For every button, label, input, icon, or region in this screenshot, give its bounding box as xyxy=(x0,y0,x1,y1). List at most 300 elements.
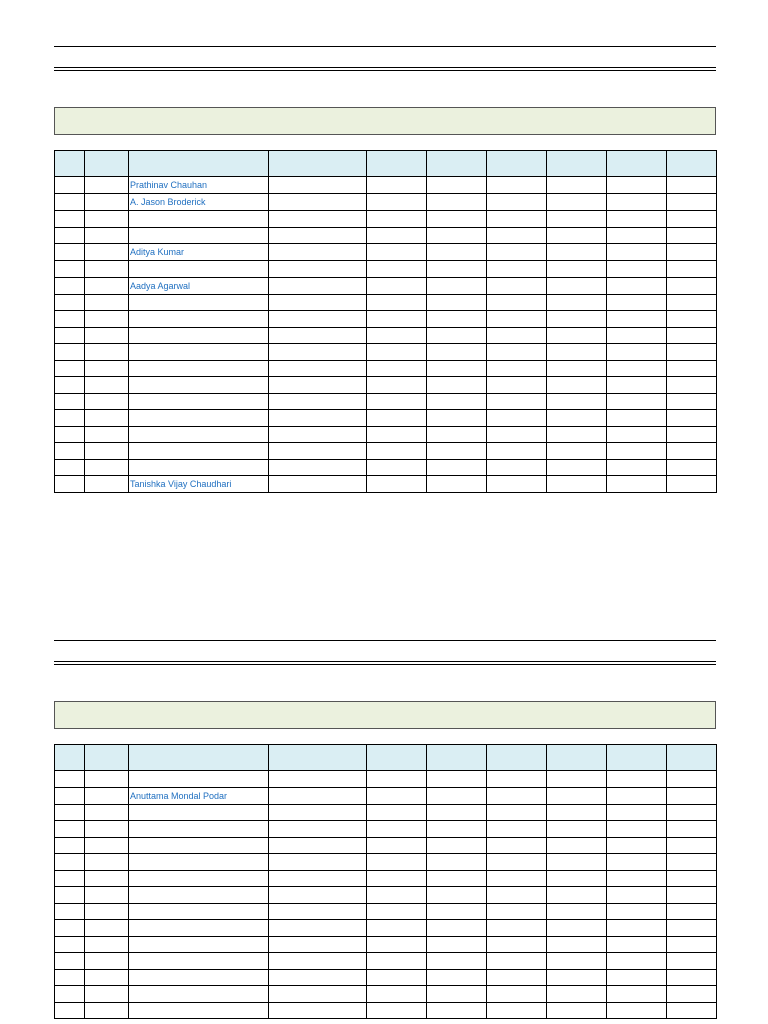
table-cell[interactable] xyxy=(547,426,607,443)
table-cell[interactable] xyxy=(85,920,129,937)
table-cell[interactable] xyxy=(55,476,85,493)
table-cell[interactable] xyxy=(55,920,85,937)
table-cell[interactable] xyxy=(427,194,487,211)
table-cell[interactable] xyxy=(85,870,129,887)
table-cell[interactable] xyxy=(487,821,547,838)
table-cell[interactable] xyxy=(55,410,85,427)
table-cell[interactable] xyxy=(427,903,487,920)
table-cell[interactable] xyxy=(427,360,487,377)
table-cell[interactable] xyxy=(547,837,607,854)
table-cell[interactable] xyxy=(667,443,717,460)
table-cell[interactable] xyxy=(667,194,717,211)
table-cell[interactable] xyxy=(269,821,367,838)
table-cell[interactable] xyxy=(547,476,607,493)
table-cell[interactable] xyxy=(55,459,85,476)
table-cell[interactable] xyxy=(607,410,667,427)
table-cell[interactable] xyxy=(607,837,667,854)
name-cell[interactable]: Aadya Agarwal xyxy=(129,277,269,294)
table-cell[interactable] xyxy=(607,443,667,460)
name-cell[interactable] xyxy=(129,821,269,838)
table-cell[interactable] xyxy=(85,854,129,871)
table-cell[interactable] xyxy=(607,771,667,788)
name-cell[interactable] xyxy=(129,936,269,953)
table-cell[interactable] xyxy=(607,903,667,920)
table-cell[interactable] xyxy=(607,393,667,410)
table-cell[interactable] xyxy=(427,261,487,278)
table-cell[interactable] xyxy=(55,903,85,920)
table-cell[interactable] xyxy=(487,294,547,311)
table-cell[interactable] xyxy=(85,294,129,311)
table-cell[interactable] xyxy=(607,887,667,904)
table-cell[interactable] xyxy=(667,936,717,953)
table-cell[interactable] xyxy=(487,854,547,871)
table-cell[interactable] xyxy=(427,920,487,937)
table-cell[interactable] xyxy=(667,854,717,871)
table-cell[interactable] xyxy=(547,393,607,410)
table-cell[interactable] xyxy=(607,377,667,394)
table-cell[interactable] xyxy=(85,327,129,344)
name-cell[interactable] xyxy=(129,426,269,443)
name-cell[interactable] xyxy=(129,311,269,328)
table-cell[interactable] xyxy=(269,986,367,1003)
name-cell[interactable] xyxy=(129,344,269,361)
table-cell[interactable] xyxy=(269,476,367,493)
table-cell[interactable] xyxy=(547,261,607,278)
table-cell[interactable] xyxy=(607,261,667,278)
table-cell[interactable] xyxy=(55,787,85,804)
table-cell[interactable] xyxy=(269,211,367,228)
table-cell[interactable] xyxy=(269,426,367,443)
table-cell[interactable] xyxy=(85,344,129,361)
header-cell[interactable] xyxy=(269,745,367,771)
table-cell[interactable] xyxy=(427,476,487,493)
table-cell[interactable] xyxy=(667,211,717,228)
table-cell[interactable] xyxy=(269,969,367,986)
table-cell[interactable] xyxy=(367,277,427,294)
table-cell[interactable] xyxy=(367,360,427,377)
table-cell[interactable] xyxy=(547,277,607,294)
table-cell[interactable] xyxy=(427,870,487,887)
header-cell[interactable] xyxy=(55,745,85,771)
table-cell[interactable] xyxy=(547,1002,607,1019)
table-cell[interactable] xyxy=(427,771,487,788)
table-cell[interactable] xyxy=(667,804,717,821)
table-cell[interactable] xyxy=(269,410,367,427)
table-cell[interactable] xyxy=(55,969,85,986)
table-cell[interactable] xyxy=(667,327,717,344)
header-cell[interactable] xyxy=(367,745,427,771)
table-cell[interactable] xyxy=(55,870,85,887)
name-cell[interactable] xyxy=(129,953,269,970)
table-cell[interactable] xyxy=(667,476,717,493)
table-cell[interactable] xyxy=(85,177,129,194)
table-cell[interactable] xyxy=(667,821,717,838)
table-cell[interactable] xyxy=(55,227,85,244)
table-cell[interactable] xyxy=(667,426,717,443)
table-cell[interactable] xyxy=(487,787,547,804)
table-cell[interactable] xyxy=(607,821,667,838)
name-cell[interactable] xyxy=(129,443,269,460)
table-cell[interactable] xyxy=(427,1002,487,1019)
table-cell[interactable] xyxy=(547,459,607,476)
table-cell[interactable] xyxy=(55,821,85,838)
table-cell[interactable] xyxy=(55,986,85,1003)
table-cell[interactable] xyxy=(427,393,487,410)
table-cell[interactable] xyxy=(427,804,487,821)
table-cell[interactable] xyxy=(547,887,607,904)
header-cell[interactable] xyxy=(667,151,717,177)
table-cell[interactable] xyxy=(667,771,717,788)
name-cell[interactable] xyxy=(129,1002,269,1019)
table-cell[interactable] xyxy=(547,327,607,344)
table-cell[interactable] xyxy=(547,211,607,228)
table-cell[interactable] xyxy=(55,887,85,904)
table-cell[interactable] xyxy=(269,277,367,294)
table-cell[interactable] xyxy=(607,344,667,361)
table-cell[interactable] xyxy=(55,294,85,311)
table-cell[interactable] xyxy=(607,920,667,937)
table-cell[interactable] xyxy=(85,771,129,788)
table-cell[interactable] xyxy=(85,936,129,953)
table-cell[interactable] xyxy=(85,821,129,838)
table-cell[interactable] xyxy=(607,227,667,244)
table-cell[interactable] xyxy=(667,787,717,804)
table-cell[interactable] xyxy=(55,194,85,211)
header-cell[interactable] xyxy=(427,745,487,771)
table-cell[interactable] xyxy=(269,787,367,804)
table-cell[interactable] xyxy=(547,986,607,1003)
table-cell[interactable] xyxy=(85,1002,129,1019)
table-cell[interactable] xyxy=(367,936,427,953)
table-cell[interactable] xyxy=(547,344,607,361)
table-cell[interactable] xyxy=(607,969,667,986)
name-cell[interactable]: Prathinav Chauhan xyxy=(129,177,269,194)
table-cell[interactable] xyxy=(367,311,427,328)
table-cell[interactable] xyxy=(367,261,427,278)
header-cell[interactable] xyxy=(547,151,607,177)
table-cell[interactable] xyxy=(427,377,487,394)
table-cell[interactable] xyxy=(487,953,547,970)
table-cell[interactable] xyxy=(367,837,427,854)
header-cell[interactable] xyxy=(487,151,547,177)
table-cell[interactable] xyxy=(269,344,367,361)
name-cell[interactable] xyxy=(129,771,269,788)
table-cell[interactable] xyxy=(667,177,717,194)
table-cell[interactable] xyxy=(55,211,85,228)
name-cell[interactable]: Aditya Kumar xyxy=(129,244,269,261)
table-cell[interactable] xyxy=(667,1002,717,1019)
table-cell[interactable] xyxy=(487,377,547,394)
name-cell[interactable] xyxy=(129,377,269,394)
header-cell[interactable] xyxy=(427,151,487,177)
table-cell[interactable] xyxy=(85,211,129,228)
table-cell[interactable] xyxy=(367,443,427,460)
table-cell[interactable] xyxy=(269,920,367,937)
header-cell[interactable] xyxy=(547,745,607,771)
table-cell[interactable] xyxy=(55,393,85,410)
table-cell[interactable] xyxy=(607,211,667,228)
table-cell[interactable] xyxy=(487,476,547,493)
table-cell[interactable] xyxy=(667,244,717,261)
table-cell[interactable] xyxy=(487,211,547,228)
table-cell[interactable] xyxy=(269,244,367,261)
table-cell[interactable] xyxy=(427,986,487,1003)
table-cell[interactable] xyxy=(487,804,547,821)
table-cell[interactable] xyxy=(547,870,607,887)
table-cell[interactable] xyxy=(269,459,367,476)
table-cell[interactable] xyxy=(367,177,427,194)
name-cell[interactable] xyxy=(129,969,269,986)
table-cell[interactable] xyxy=(487,194,547,211)
name-cell[interactable] xyxy=(129,227,269,244)
table-cell[interactable] xyxy=(607,1002,667,1019)
table-cell[interactable] xyxy=(607,294,667,311)
table-cell[interactable] xyxy=(367,410,427,427)
table-cell[interactable] xyxy=(487,311,547,328)
table-cell[interactable] xyxy=(85,360,129,377)
table-cell[interactable] xyxy=(487,393,547,410)
table-cell[interactable] xyxy=(269,870,367,887)
table-cell[interactable] xyxy=(367,787,427,804)
table-cell[interactable] xyxy=(607,854,667,871)
table-cell[interactable] xyxy=(269,953,367,970)
table-cell[interactable] xyxy=(367,969,427,986)
name-cell[interactable] xyxy=(129,854,269,871)
header-cell[interactable] xyxy=(129,151,269,177)
table-cell[interactable] xyxy=(367,227,427,244)
table-cell[interactable] xyxy=(55,1002,85,1019)
table-cell[interactable] xyxy=(427,936,487,953)
name-cell[interactable] xyxy=(129,837,269,854)
table-cell[interactable] xyxy=(367,459,427,476)
table-cell[interactable] xyxy=(367,771,427,788)
table-cell[interactable] xyxy=(269,804,367,821)
name-cell[interactable] xyxy=(129,887,269,904)
table-cell[interactable] xyxy=(269,177,367,194)
table-cell[interactable] xyxy=(55,244,85,261)
table-cell[interactable] xyxy=(667,227,717,244)
table-cell[interactable] xyxy=(487,459,547,476)
table-cell[interactable] xyxy=(607,459,667,476)
table-cell[interactable] xyxy=(85,227,129,244)
table-cell[interactable] xyxy=(427,443,487,460)
header-cell[interactable] xyxy=(85,745,129,771)
table-cell[interactable] xyxy=(547,311,607,328)
table-cell[interactable] xyxy=(547,903,607,920)
table-cell[interactable] xyxy=(367,294,427,311)
name-cell[interactable]: A. Jason Broderick xyxy=(129,194,269,211)
name-cell[interactable] xyxy=(129,986,269,1003)
table-cell[interactable] xyxy=(547,244,607,261)
header-cell[interactable] xyxy=(487,745,547,771)
table-cell[interactable] xyxy=(427,244,487,261)
table-cell[interactable] xyxy=(487,936,547,953)
table-cell[interactable] xyxy=(547,377,607,394)
table-cell[interactable] xyxy=(55,327,85,344)
table-cell[interactable] xyxy=(269,393,367,410)
table-cell[interactable] xyxy=(85,476,129,493)
table-cell[interactable] xyxy=(667,393,717,410)
table-cell[interactable] xyxy=(269,936,367,953)
table-cell[interactable] xyxy=(367,393,427,410)
name-cell[interactable] xyxy=(129,327,269,344)
table-cell[interactable] xyxy=(367,920,427,937)
table-cell[interactable] xyxy=(427,459,487,476)
name-cell[interactable] xyxy=(129,459,269,476)
table-cell[interactable] xyxy=(55,360,85,377)
table-cell[interactable] xyxy=(547,854,607,871)
table-cell[interactable] xyxy=(547,953,607,970)
table-cell[interactable] xyxy=(607,936,667,953)
table-cell[interactable] xyxy=(269,311,367,328)
table-cell[interactable] xyxy=(607,870,667,887)
table-cell[interactable] xyxy=(427,327,487,344)
name-cell[interactable] xyxy=(129,903,269,920)
table-cell[interactable] xyxy=(85,426,129,443)
table-cell[interactable] xyxy=(487,443,547,460)
table-cell[interactable] xyxy=(367,870,427,887)
table-cell[interactable] xyxy=(269,227,367,244)
table-cell[interactable] xyxy=(55,854,85,871)
name-cell[interactable] xyxy=(129,920,269,937)
table-cell[interactable] xyxy=(487,837,547,854)
table-cell[interactable] xyxy=(547,443,607,460)
table-cell[interactable] xyxy=(367,986,427,1003)
name-cell[interactable] xyxy=(129,294,269,311)
table-cell[interactable] xyxy=(427,837,487,854)
table-cell[interactable] xyxy=(55,771,85,788)
name-cell[interactable] xyxy=(129,393,269,410)
table-cell[interactable] xyxy=(367,953,427,970)
table-cell[interactable] xyxy=(85,443,129,460)
table-cell[interactable] xyxy=(269,1002,367,1019)
table-cell[interactable] xyxy=(487,986,547,1003)
table-cell[interactable] xyxy=(85,969,129,986)
name-cell[interactable] xyxy=(129,804,269,821)
table-cell[interactable] xyxy=(667,969,717,986)
table-cell[interactable] xyxy=(85,787,129,804)
table-cell[interactable] xyxy=(547,294,607,311)
header-cell[interactable] xyxy=(85,151,129,177)
table-cell[interactable] xyxy=(547,194,607,211)
table-cell[interactable] xyxy=(367,244,427,261)
table-cell[interactable] xyxy=(667,294,717,311)
table-cell[interactable] xyxy=(269,194,367,211)
table-cell[interactable] xyxy=(667,261,717,278)
table-cell[interactable] xyxy=(667,837,717,854)
table-cell[interactable] xyxy=(55,426,85,443)
table-cell[interactable] xyxy=(85,986,129,1003)
table-cell[interactable] xyxy=(85,311,129,328)
table-cell[interactable] xyxy=(547,821,607,838)
table-cell[interactable] xyxy=(367,344,427,361)
header-cell[interactable] xyxy=(129,745,269,771)
table-cell[interactable] xyxy=(547,410,607,427)
table-cell[interactable] xyxy=(667,360,717,377)
table-cell[interactable] xyxy=(427,953,487,970)
table-cell[interactable] xyxy=(607,986,667,1003)
table-cell[interactable] xyxy=(55,311,85,328)
table-cell[interactable] xyxy=(427,277,487,294)
table-cell[interactable] xyxy=(487,244,547,261)
table-cell[interactable] xyxy=(487,360,547,377)
table-cell[interactable] xyxy=(269,854,367,871)
table-cell[interactable] xyxy=(85,194,129,211)
table-cell[interactable] xyxy=(85,459,129,476)
table-cell[interactable] xyxy=(607,426,667,443)
name-cell[interactable] xyxy=(129,360,269,377)
table-cell[interactable] xyxy=(607,177,667,194)
table-cell[interactable] xyxy=(55,377,85,394)
table-cell[interactable] xyxy=(367,476,427,493)
name-cell[interactable] xyxy=(129,261,269,278)
table-cell[interactable] xyxy=(85,393,129,410)
table-cell[interactable] xyxy=(667,459,717,476)
table-cell[interactable] xyxy=(487,903,547,920)
table-cell[interactable] xyxy=(427,211,487,228)
table-cell[interactable] xyxy=(367,377,427,394)
table-cell[interactable] xyxy=(667,903,717,920)
table-cell[interactable] xyxy=(607,244,667,261)
table-cell[interactable] xyxy=(85,410,129,427)
name-cell[interactable] xyxy=(129,870,269,887)
table-cell[interactable] xyxy=(269,771,367,788)
table-cell[interactable] xyxy=(547,969,607,986)
table-cell[interactable] xyxy=(667,887,717,904)
table-cell[interactable] xyxy=(427,177,487,194)
table-cell[interactable] xyxy=(85,903,129,920)
table-cell[interactable] xyxy=(547,920,607,937)
table-cell[interactable] xyxy=(367,804,427,821)
table-cell[interactable] xyxy=(55,177,85,194)
table-cell[interactable] xyxy=(547,787,607,804)
table-cell[interactable] xyxy=(55,277,85,294)
table-cell[interactable] xyxy=(269,443,367,460)
table-cell[interactable] xyxy=(487,344,547,361)
table-cell[interactable] xyxy=(427,311,487,328)
table-cell[interactable] xyxy=(667,920,717,937)
table-cell[interactable] xyxy=(85,277,129,294)
table-cell[interactable] xyxy=(427,426,487,443)
header-cell[interactable] xyxy=(667,745,717,771)
table-cell[interactable] xyxy=(269,887,367,904)
header-cell[interactable] xyxy=(55,151,85,177)
name-cell[interactable] xyxy=(129,410,269,427)
table-cell[interactable] xyxy=(607,327,667,344)
table-cell[interactable] xyxy=(667,344,717,361)
table-cell[interactable] xyxy=(269,377,367,394)
table-cell[interactable] xyxy=(487,426,547,443)
table-cell[interactable] xyxy=(55,953,85,970)
table-cell[interactable] xyxy=(487,870,547,887)
table-cell[interactable] xyxy=(667,870,717,887)
table-cell[interactable] xyxy=(367,903,427,920)
table-cell[interactable] xyxy=(55,443,85,460)
table-cell[interactable] xyxy=(85,837,129,854)
table-cell[interactable] xyxy=(55,344,85,361)
table-cell[interactable] xyxy=(85,377,129,394)
table-cell[interactable] xyxy=(269,327,367,344)
table-cell[interactable] xyxy=(85,804,129,821)
table-cell[interactable] xyxy=(367,194,427,211)
table-cell[interactable] xyxy=(427,854,487,871)
table-cell[interactable] xyxy=(85,953,129,970)
header-cell[interactable] xyxy=(607,745,667,771)
table-cell[interactable] xyxy=(667,986,717,1003)
table-cell[interactable] xyxy=(427,294,487,311)
table-cell[interactable] xyxy=(55,261,85,278)
table-cell[interactable] xyxy=(607,804,667,821)
